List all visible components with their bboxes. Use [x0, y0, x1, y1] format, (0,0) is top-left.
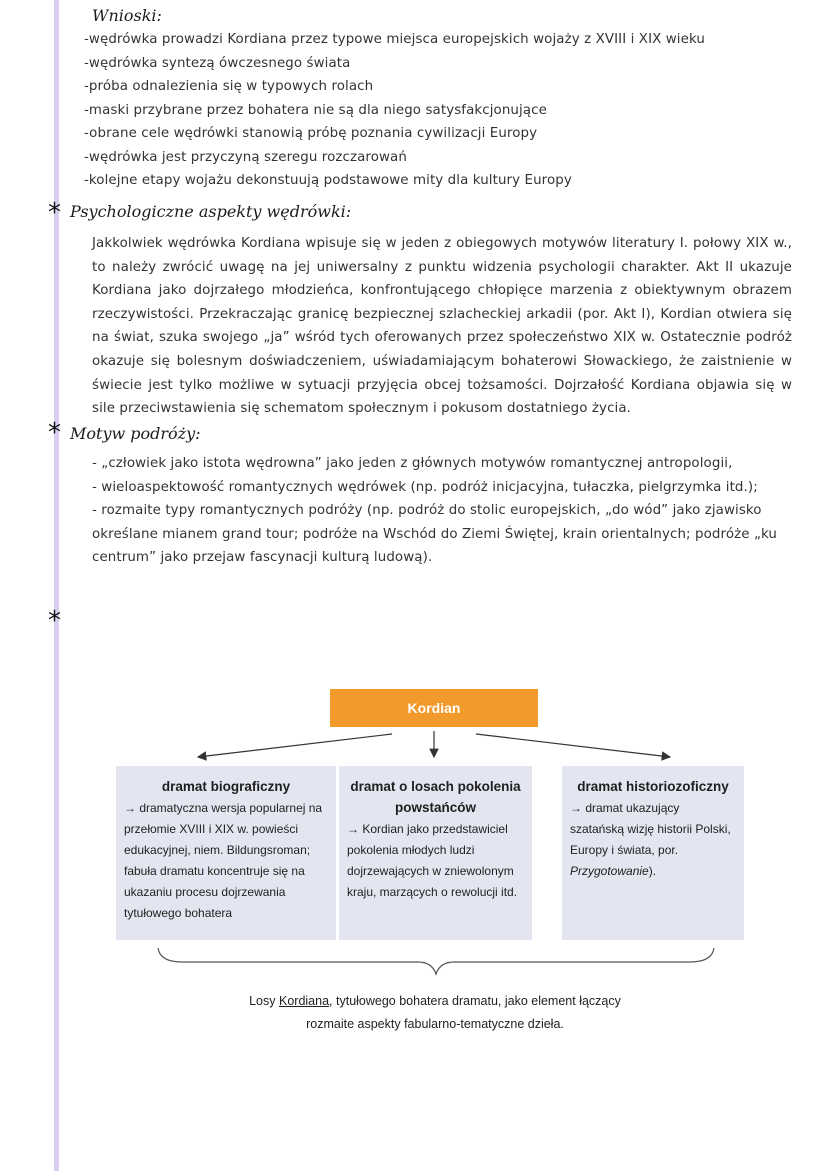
card-historiozoficzny — [562, 766, 744, 940]
asterisk-icon: * — [48, 418, 61, 448]
kordian-box: Kordian — [330, 689, 538, 727]
list-item: -maski przybrane przez bohatera nie są dla niego satysfakcjonujące — [84, 102, 547, 118]
card-body — [570, 798, 736, 882]
asterisk-icon: * — [48, 198, 61, 228]
list-item: -kolejne etapy wojażu dekonstuują podstawowe mity dla kultury Europy — [84, 173, 572, 188]
list-item: - wieloaspektowość romantycznych wędrówek (np. podróż inicjacyjna, tułaczka, pielgrzymka itd.); — [92, 479, 758, 495]
list-item: -próba odnalezienia się w typowych rolach — [84, 79, 374, 94]
card-body-emphasis: Przygotowanie — [570, 864, 649, 878]
caption-underlined: Kordiana — [279, 994, 330, 1008]
wnioski-title: Wnioski: — [92, 6, 162, 25]
card-biograficzny — [116, 766, 336, 940]
diagram-caption — [230, 990, 640, 1036]
list-item: - „człowiek jako istota wędrowna” jako jeden z głównych motywów romantycznej antropologii, — [92, 456, 733, 471]
arrow-left — [198, 734, 392, 757]
card-body-text: ). — [648, 864, 657, 878]
motyw-title: Motyw podróży: — [70, 424, 201, 443]
card-title: dramat o losach pokolenia powstańców — [350, 779, 521, 815]
card-body: → Kordian jako przedstawiciel pokolenia młodych ludzi dojrzewających w zniewolonym kraju, marzących o rewolucji itd. — [347, 822, 518, 899]
caption-text: Losy — [249, 994, 279, 1008]
arrow-right — [476, 734, 670, 757]
card-body-text: → dramat ukazujący szatańską wizję historii Polski, Europy i świata, por. — [570, 801, 731, 857]
list-item: -obrane cele wędrówki stanowią próbę poznania cywilizacji Europy — [84, 126, 538, 141]
list-item: -wędrówka prowadzi Kordiana przez typowe miejsca europejskich wojaży z XVIII i XIX wieku — [84, 32, 705, 47]
psychologiczne-title: Psychologiczne aspekty wędrówki: — [70, 202, 352, 221]
list-item: - rozmaite typy romantycznych podróży (np. podróż do stolic europejskich, „do wód” jako zjawisko określane mianem grand tour; podróże na Wschód do Ziemi Świętej, krain orientalnych; podróże „ku centrum” jako przejaw fascynacji kulturą ludową). — [92, 503, 778, 566]
psychologiczne-paragraph: Jakkolwiek wędrówka Kordiana wpisuje się w jeden z obiegowych motywów literatury I. połowy XIX w., to należy zwrócić uwagę na jej uniwersalny z punktu widzenia psychologii charakter. Akt II ukazuje Kordiana jako dojrzałego młodzieńca, konfrontującego chłopięce marzenia z obiektywnym obrazem rzeczywistości. Przekraczając granicę bezpiecznej szlacheckiej arkadii (por. Akt I), Kordian otwiera się na świat, szuka swojego „ja” wśród tych oferowanych przez społeczeństwo XIX w. Ostatecznie podróż okazuje się bolesnym doświadczeniem, uświadamiającym bohaterowi Słowackiego, że zaistnienie w świecie jest tylko możliwe w sytuacji przyjęcia obcej tożsamości. Dojrzałość Kordiana objawia się w sile przeciwstawienia się schematom społecznym i pokusom dostatniego życia. — [92, 236, 792, 417]
card-title: dramat biograficzny — [161, 779, 291, 794]
card-pokolenie — [339, 766, 532, 940]
asterisk-icon: * — [48, 606, 61, 636]
caption-text: , tytułowego bohatera dramatu, jako element łączący rozmaite aspekty fabularno-tematyczne dzieła. — [306, 994, 621, 1031]
brace — [158, 948, 714, 974]
list-item: -wędrówka syntezą ówczesnego świata — [84, 55, 351, 71]
card-body: → dramatyczna wersja popularnej na przełomie XVIII i XIX w. powieści edukacyjnej, niem. Bildungsroman; fabuła dramatu koncentruje się na ukazaniu procesu dojrzewania tytułowego bohatera — [124, 801, 323, 920]
list-item: -wędrówka jest przyczyną szeregu rozczarowań — [84, 149, 407, 165]
card-title: dramat historiozoficzny — [577, 779, 729, 794]
